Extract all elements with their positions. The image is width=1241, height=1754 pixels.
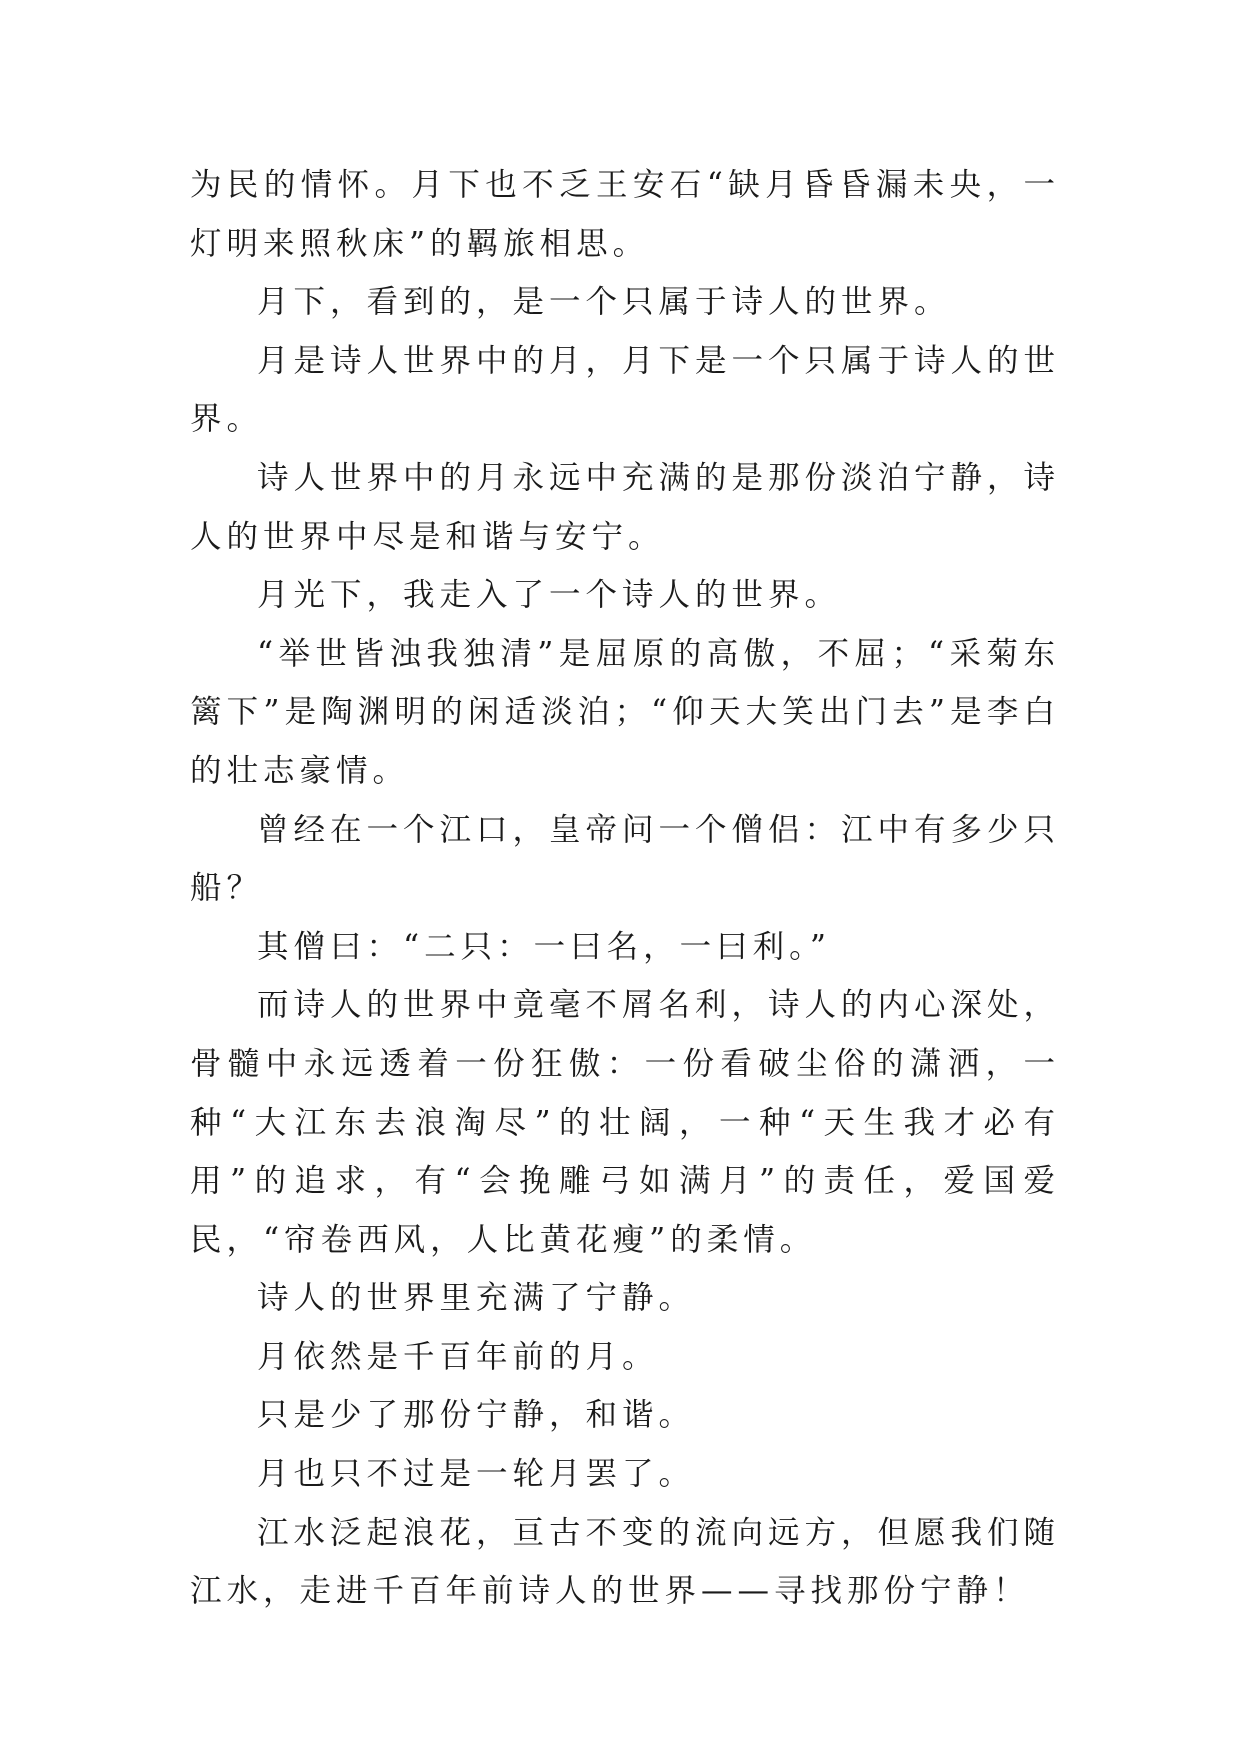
paragraph-7: 曾经在一个江口，皇帝问一个僧侣：江中有多少只船？ bbox=[190, 811, 1061, 907]
paragraph-14: 江水泛起浪花，亘古不变的流向远方，但愿我们随江水，走进千百年前诗人的世界——寻找那份宁静！ bbox=[190, 1514, 1061, 1610]
paragraph-3: 月是诗人世界中的月，月下是一个只属于诗人的世界。 bbox=[190, 342, 1061, 438]
paragraph-13: 月也只不过是一轮月罢了。 bbox=[257, 1456, 696, 1493]
document-body bbox=[190, 156, 1060, 1621]
paragraph-6: “举世皆浊我独清”是屈原的高傲，不屈；“采菊东篱下”是陶渊明的闲适淡泊；“仰天大笑出门去”是李白的壮志豪情。 bbox=[190, 635, 1060, 789]
paragraph-10: 诗人的世界里充满了宁静。 bbox=[257, 1280, 696, 1317]
paragraph-8: 其僧曰：“二只：一曰名，一曰利。” bbox=[257, 928, 831, 965]
paragraph-5: 月光下，我走入了一个诗人的世界。 bbox=[257, 577, 842, 614]
paragraph-1: 为民的情怀。月下也不乏王安石“缺月昏昏漏未央，一灯明来照秋床”的羁旅相思。 bbox=[190, 167, 1060, 262]
paragraph-11: 月依然是千百年前的月。 bbox=[257, 1338, 659, 1375]
paragraph-9: 而诗人的世界中竟毫不屑名利，诗人的内心深处，骨髓中永远透着一份狂傲：一份看破尘俗的潇洒，一种“大江东去浪淘尽”的壮阔，一种“天生我才必有用”的追求，有“会挽雕弓如满月”的责任，爱国爱民，“帘卷西风，人比黄花瘦”的柔情。 bbox=[190, 987, 1061, 1258]
paragraph-4: 诗人世界中的月永远中充满的是那份淡泊宁静，诗人的世界中尽是和谐与安宁。 bbox=[190, 459, 1061, 555]
paragraph-2: 月下，看到的，是一个只属于诗人的世界。 bbox=[257, 284, 951, 321]
paragraph-12: 只是少了那份宁静，和谐。 bbox=[257, 1397, 696, 1434]
